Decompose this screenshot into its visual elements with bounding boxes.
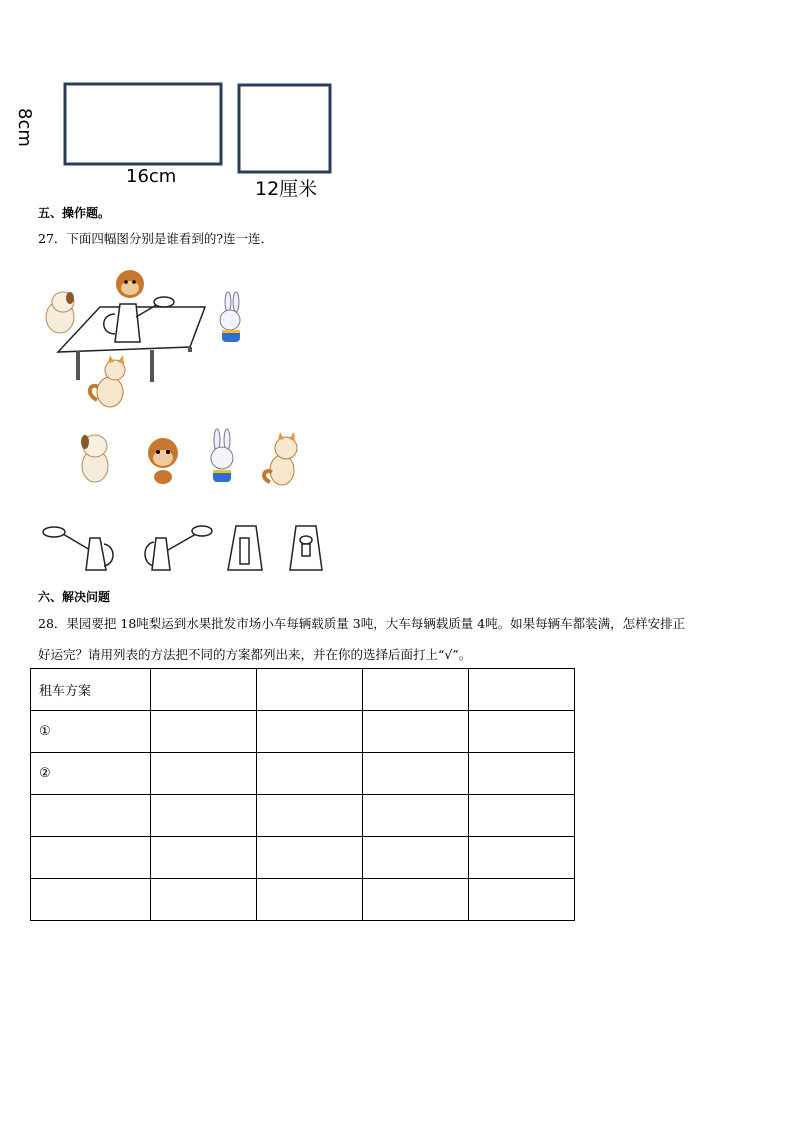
dog-icon [46, 292, 74, 333]
table-row [31, 711, 575, 753]
rectangle-width-label: 16cm [126, 166, 177, 187]
table-header-cell: 租车方案 [31, 669, 151, 711]
table-scene [40, 262, 260, 412]
monkey-icon [148, 438, 178, 484]
row-label-cell [31, 795, 151, 837]
side-view-left-icon [43, 527, 113, 570]
row-label-cell: ② [31, 753, 151, 795]
table-cell [151, 837, 257, 879]
table-cell [151, 795, 257, 837]
rectangle-height-label: 8cm [14, 108, 35, 147]
row-label-cell [31, 879, 151, 921]
rabbit-icon [220, 292, 240, 342]
table-cell [151, 753, 257, 795]
table-cell [469, 795, 575, 837]
watering-can-icon [115, 304, 140, 342]
animal-row [70, 428, 310, 493]
section6-heading: 六、解决问题 [38, 590, 111, 604]
table-row [31, 795, 575, 837]
question-27: 27．下面四幅图分别是谁看到的?连一连． [38, 231, 274, 246]
cat-icon [264, 432, 297, 485]
view-drawings-row [38, 520, 328, 575]
side-view-right-icon [145, 526, 212, 570]
table-cell [469, 753, 575, 795]
table-cell [257, 837, 363, 879]
section5-heading: 五、操作题。 [38, 206, 111, 220]
table-cell [257, 879, 363, 921]
table-cell [151, 711, 257, 753]
table-cell [257, 669, 363, 711]
question-28-line1: 28．果园要把 18吨梨运到水果批发市场小车每辆载质量 3吨，大车每辆载质量 4吨。如果每辆车都装满，怎样安排正 [38, 616, 686, 631]
table-cell [363, 879, 469, 921]
monkey-icon [116, 270, 144, 298]
table-row [31, 669, 575, 711]
table-cell [469, 837, 575, 879]
row-label-cell [31, 837, 151, 879]
table-cell [151, 879, 257, 921]
table-cell [151, 669, 257, 711]
rabbit-icon [211, 429, 233, 482]
table-cell [363, 795, 469, 837]
back-view-icon [290, 526, 322, 570]
table-cell [363, 753, 469, 795]
cat-icon [90, 355, 125, 407]
table-cell [469, 879, 575, 921]
table-cell [363, 837, 469, 879]
table-cell [469, 711, 575, 753]
table-row [31, 837, 575, 879]
front-view-icon [228, 526, 262, 570]
square-side-label: 12厘米 [255, 178, 318, 200]
row-label-cell: ① [31, 711, 151, 753]
table-cell [363, 711, 469, 753]
table-row [31, 753, 575, 795]
table-cell [257, 753, 363, 795]
table-cell [469, 669, 575, 711]
square-shape [239, 85, 330, 172]
table-cell [257, 795, 363, 837]
table-cell [257, 711, 363, 753]
rental-plan-table [30, 668, 575, 921]
question-28-line2: 好运完？请用列表的方法把不同的方案都列出来，并在你的选择后面打上“√”。 [38, 647, 472, 662]
dog-icon [81, 435, 108, 482]
table-cell [363, 669, 469, 711]
table-row [31, 879, 575, 921]
rectangle-shape [65, 84, 221, 164]
